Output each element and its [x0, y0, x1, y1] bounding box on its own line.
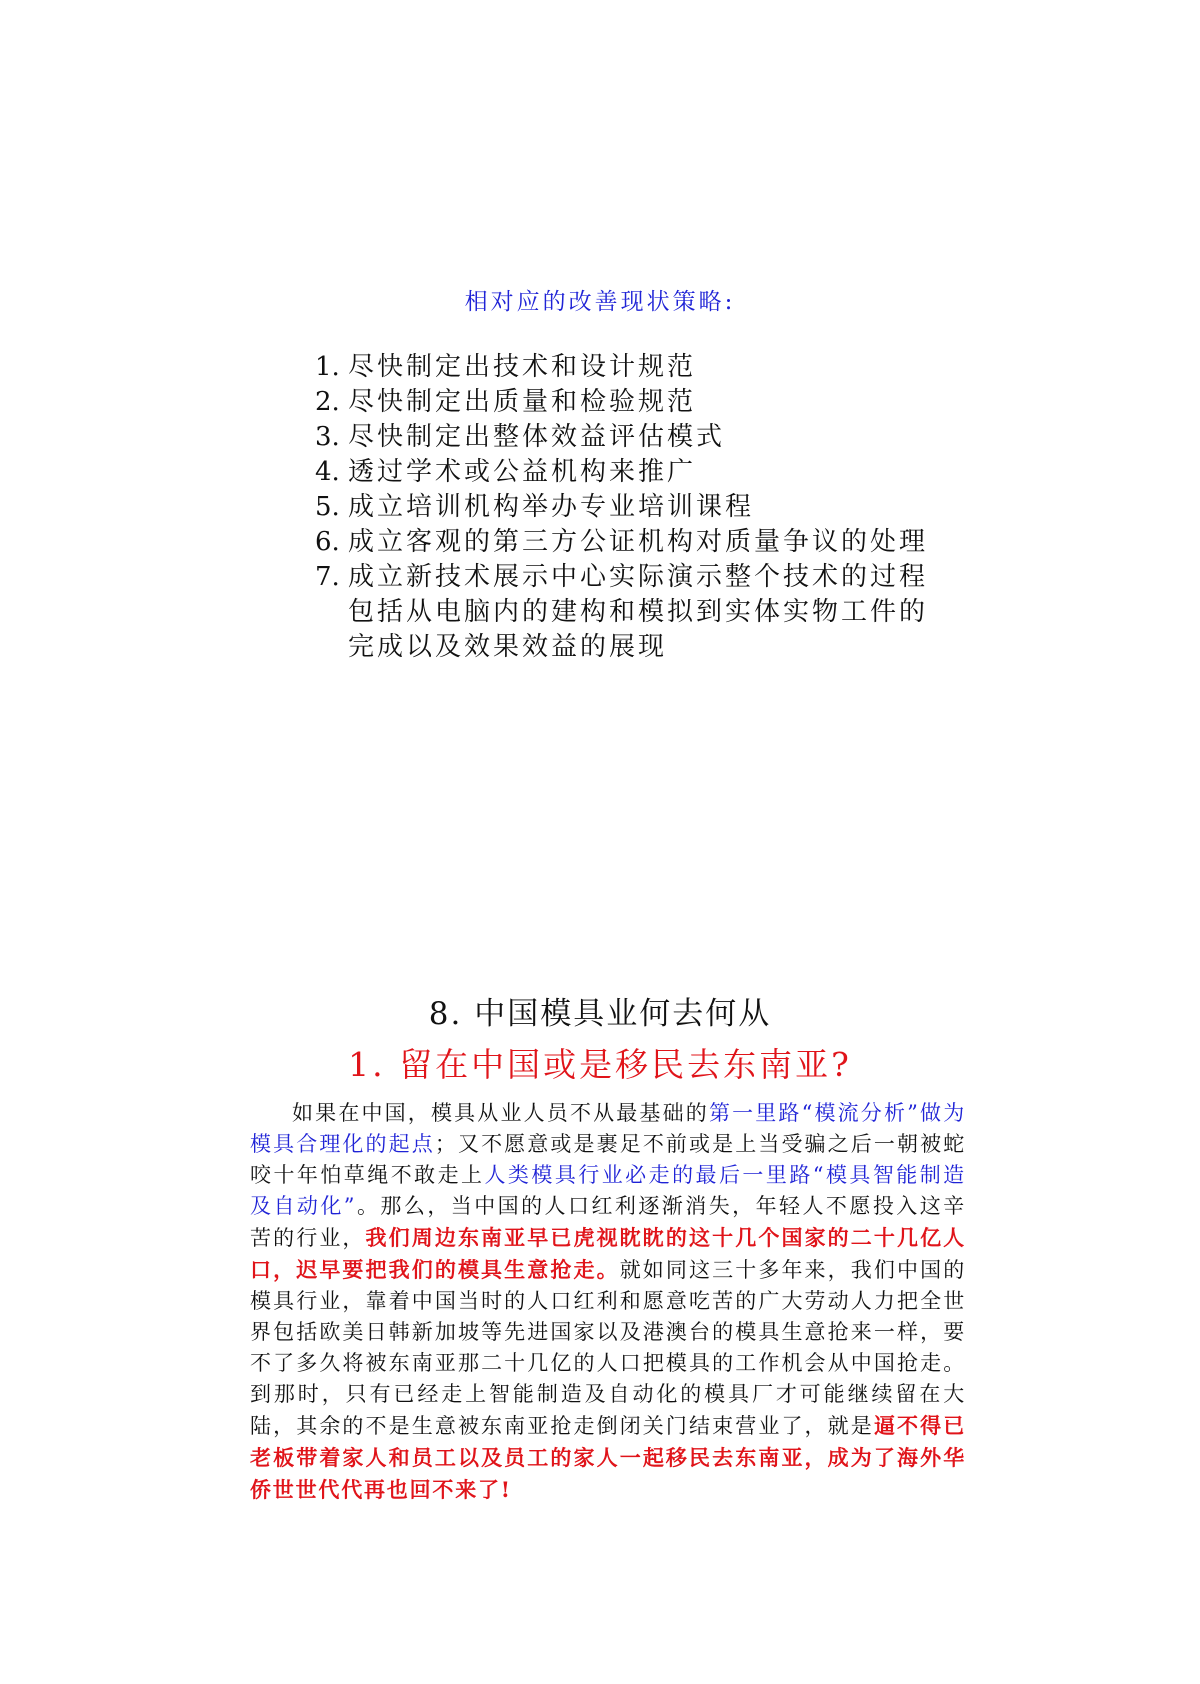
strategy-item	[315, 420, 955, 455]
strategy-item-text: 成立客观的第三方公证机构对质量争议的处理	[348, 527, 929, 557]
paragraph-highlight-red: 我们周边东南亚早已虎视眈眈的这十几个国家的二十几亿人口，迟早要把我们的模具生意抢走。	[250, 1225, 966, 1282]
paragraph-segment: 就如同这三十多年来，我们中国的模具行业，靠着中国当时的人口红利和愿意吃苦的广大劳动人力把全世界包括欧美日韩新加坡等先进国家以及港澳台的模具生意抢来一样，要不了多久将被东南亚那二十几亿的人口把模具的工作机会从中国抢走。到那时，只有已经走上智能制造及自动化的模具厂才可能继续留在大陆，其余的不是生意被东南亚抢走倒闭关门结束营业了，就是	[250, 1258, 966, 1438]
strategy-item-text: 透过学术或公益机构来推广	[348, 457, 697, 487]
paragraph-highlight-red: 逼不得已老板带着家人和员工以及员工的家人一起移民去东南亚，成为了海外华侨世世代代再也回不来了!	[250, 1413, 966, 1502]
strategy-item-number: 3.	[315, 422, 340, 452]
strategy-item-text: 成立培训机构举办专业培训课程	[348, 492, 755, 522]
strategy-item	[315, 525, 955, 560]
strategy-heading: 相对应的改善现状策略:	[464, 289, 736, 315]
strategy-item-number: 5.	[315, 492, 340, 522]
paragraph-highlight-blue: 人类模具行业必走的最后一里路“模具智能制造及自动化”	[250, 1163, 966, 1218]
strategy-list	[315, 350, 955, 665]
strategy-item-text: 尽快制定出质量和检验规范	[348, 387, 697, 417]
strategy-item	[315, 385, 955, 420]
strategy-item-number: 1.	[315, 352, 340, 382]
body-paragraph	[250, 1098, 966, 1506]
strategy-item-text: 尽快制定出技术和设计规范	[348, 352, 697, 382]
section-title: 1. 留在中国或是移民去东南亚?	[348, 1045, 852, 1084]
strategy-item	[315, 350, 955, 385]
chapter-title: 8. 中国模具业何去何从	[428, 996, 772, 1032]
strategy-item	[315, 455, 955, 490]
strategy-item-text: 成立新技术展示中心实际演示整个技术的过程包括从电脑内的建构和模拟到实体实物工件的完成以及效果效益的展现	[348, 562, 929, 662]
strategy-item-number: 4.	[315, 457, 340, 487]
paragraph-segment: ；又不愿意或是裹足不前或是上当受骗之后一朝被蛇咬十年怕草绳不敢走上	[250, 1132, 966, 1187]
strategy-item-text: 尽快制定出整体效益评估模式	[348, 422, 726, 452]
paragraph-highlight-blue: 第一里路“模流分析”做为模具合理化的起点	[250, 1101, 966, 1156]
paragraph-segment: 如果在中国，模具从业人员不从最基础的	[292, 1101, 709, 1125]
strategy-item-number: 2.	[315, 387, 340, 417]
strategy-item-number: 7.	[315, 562, 340, 592]
strategy-item	[315, 560, 955, 665]
strategy-item	[315, 490, 955, 525]
strategy-item-number: 6.	[315, 527, 340, 557]
paragraph-segment: 。那么，当中国的人口红利逐渐消失，年轻人不愿投入这辛苦的行业，	[250, 1194, 966, 1250]
